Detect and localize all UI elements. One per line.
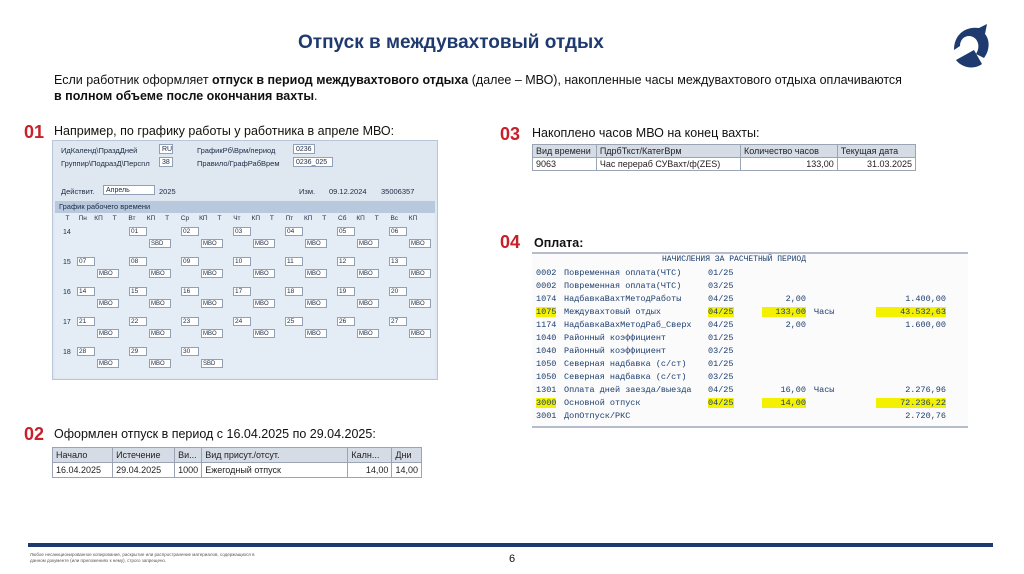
sap-year: 2025 — [159, 187, 176, 196]
day-header: Ср — [180, 215, 190, 222]
day-cell[interactable]: 03 — [233, 227, 251, 236]
day-type-cell[interactable]: MBO — [97, 329, 119, 338]
section-label-04: Оплата: — [534, 236, 584, 250]
payroll-row[interactable] — [536, 398, 966, 409]
day-header: Т — [165, 215, 170, 222]
payroll-sum: 1.600,00 — [905, 320, 946, 330]
page-title: Отпуск в междувахтовый отдых — [298, 32, 604, 53]
company-logo-icon — [946, 20, 996, 74]
payroll-period: 03/25 — [708, 346, 734, 356]
column-header[interactable]: Вид присут./отсут. — [202, 448, 348, 463]
sap-changed-id: 35006357 — [381, 187, 415, 196]
day-cell[interactable]: 25 — [285, 317, 303, 326]
sap-field-label: Правило/ГрафРабВрем — [197, 159, 280, 168]
payroll-period: 01/25 — [708, 359, 734, 369]
day-type-cell[interactable]: SBD — [201, 359, 223, 368]
payroll-period: 01/25 — [708, 333, 734, 343]
cell-category: Час перераб СУВахт/ф(ZES) — [596, 158, 740, 171]
payroll-row[interactable] — [536, 411, 966, 422]
footer-disclaimer: Любое несанкционированное копирование, раскрытие или распространение материалов, содержащихся в данном документе (или приложениях к нему), строго запрещено. — [30, 552, 255, 563]
payroll-code: 1301 — [536, 385, 557, 395]
day-cell[interactable]: 22 — [129, 317, 147, 326]
day-type-cell[interactable]: MBO — [409, 239, 431, 248]
section-number-04: 04 — [500, 232, 521, 252]
day-header: КП — [94, 215, 103, 222]
column-header[interactable]: Истечение — [113, 448, 175, 463]
section-number-01: 01 — [24, 122, 45, 142]
payroll-qty: 16,00 — [780, 385, 806, 395]
day-cell[interactable]: 12 — [337, 257, 355, 266]
day-type-cell[interactable]: MBO — [201, 329, 223, 338]
day-type-cell[interactable]: MBO — [149, 329, 171, 338]
day-cell[interactable]: 23 — [181, 317, 199, 326]
payroll-unit: Часы — [814, 307, 835, 317]
payroll-name: ДопОтпуск/РКС — [564, 411, 631, 421]
day-cell[interactable]: 01 — [129, 227, 147, 236]
sap-field-value[interactable]: 38 — [159, 157, 173, 167]
payroll-row[interactable] — [536, 385, 966, 396]
day-cell[interactable]: 18 — [285, 287, 303, 296]
day-cell[interactable]: 26 — [337, 317, 355, 326]
column-header[interactable]: Ви... — [175, 448, 202, 463]
payroll-period: 04/25 — [708, 385, 734, 395]
sap-field-value[interactable]: RU — [159, 144, 173, 154]
schedule-grid — [55, 213, 435, 378]
section-label-02: Оформлен отпуск в период с 16.04.2025 по 29.04.2025: — [54, 427, 376, 441]
cell-days: 14,00 — [392, 463, 422, 478]
payroll-code: 1050 — [536, 372, 557, 382]
day-header: КП — [356, 215, 365, 222]
payroll-code: 3001 — [536, 411, 557, 421]
day-cell[interactable]: 08 — [129, 257, 147, 266]
payroll-qty: 2,00 — [785, 320, 806, 330]
day-header: Чт — [233, 215, 241, 222]
payroll-row[interactable] — [536, 281, 966, 292]
section-label-03: Накоплено часов МВО на конец вахты: — [532, 126, 760, 140]
day-cell[interactable]: 30 — [181, 347, 199, 356]
day-type-cell[interactable]: MBO — [409, 299, 431, 308]
day-type-cell[interactable]: MBO — [97, 359, 119, 368]
payroll-name: Повременная оплата(ЧТС) — [564, 268, 682, 278]
day-type-cell[interactable]: MBO — [357, 269, 379, 278]
payroll-period: 04/25 — [708, 307, 734, 317]
day-type-cell[interactable]: MBO — [357, 329, 379, 338]
payroll-row[interactable] — [536, 294, 966, 305]
day-cell[interactable]: 09 — [181, 257, 199, 266]
sap-field-value[interactable]: 0236 — [293, 144, 315, 154]
column-header[interactable]: Количество часов — [740, 145, 837, 158]
payroll-row[interactable] — [536, 359, 966, 370]
day-type-cell[interactable]: MBO — [409, 269, 431, 278]
day-type-cell[interactable]: MBO — [253, 329, 275, 338]
payroll-name: Оплата дней заезда/выезда — [564, 385, 692, 395]
payroll-sum: 2.276,96 — [905, 385, 946, 395]
column-header[interactable]: ПдрбТкст/КатегВрм — [596, 145, 740, 158]
payroll-code: 1074 — [536, 294, 557, 304]
column-header[interactable]: Вид времени — [533, 145, 597, 158]
cell-type-name: Ежегодный отпуск — [202, 463, 348, 478]
sap-field-label: Группир\ПодразД\Персnл — [61, 159, 150, 168]
day-header: Сб — [338, 215, 347, 222]
payroll-sum: 2.720,76 — [905, 411, 946, 421]
day-header: Пн — [78, 215, 87, 222]
payroll-name: Междувахтовый отдых — [564, 307, 661, 317]
day-header: Пт — [285, 215, 294, 222]
payroll-period: 04/25 — [708, 398, 734, 408]
payroll-row[interactable] — [536, 320, 966, 331]
section-number-03: 03 — [500, 124, 521, 144]
day-header: Т — [217, 215, 222, 222]
sap-field-label: ИдКаленд\ПраздДней — [61, 146, 138, 155]
payroll-code: 1040 — [536, 346, 557, 356]
cell-hours: 133,00 — [740, 158, 837, 171]
day-header: КП — [199, 215, 208, 222]
payroll-name: Повременная оплата(ЧТС) — [564, 281, 682, 291]
day-type-cell[interactable]: MBO — [305, 299, 327, 308]
day-type-cell[interactable]: SBD — [149, 239, 171, 248]
day-type-cell[interactable]: MBO — [201, 269, 223, 278]
day-cell[interactable]: 15 — [129, 287, 147, 296]
payroll-qty: 133,00 — [762, 307, 806, 317]
sap-month-field[interactable]: Апрель — [103, 185, 155, 195]
day-cell[interactable]: 17 — [233, 287, 251, 296]
day-type-cell[interactable]: MBO — [97, 299, 119, 308]
section-label-01: Например, по графику работы у работника в апреле МВО: — [54, 124, 395, 138]
payroll-code: 1040 — [536, 333, 557, 343]
day-cell[interactable]: 06 — [389, 227, 407, 236]
sap-field-label: Действит. — [61, 187, 95, 196]
payroll-code: 0002 — [536, 268, 557, 278]
day-cell[interactable]: 20 — [389, 287, 407, 296]
payroll-qty: 2,00 — [785, 294, 806, 304]
payroll-period: 04/25 — [708, 294, 734, 304]
payroll-row[interactable] — [536, 346, 966, 357]
day-header: КП — [408, 215, 418, 222]
day-cell[interactable]: 21 — [77, 317, 95, 326]
sap-field-label: Изм. — [299, 187, 316, 196]
payroll-period: 01/25 — [708, 268, 734, 278]
day-header: Вс — [390, 215, 399, 222]
week-number: 14 — [63, 229, 71, 236]
day-type-cell[interactable]: MBO — [357, 299, 379, 308]
week-number: 15 — [63, 259, 71, 266]
day-header: Т — [269, 215, 274, 222]
day-cell[interactable]: 07 — [77, 257, 95, 266]
table-row[interactable] — [53, 463, 422, 478]
day-header: КП — [251, 215, 261, 222]
column-header[interactable]: Дни — [392, 448, 422, 463]
payroll-code: 1174 — [536, 320, 557, 330]
page-number: 6 — [509, 553, 516, 565]
column-header[interactable]: Текущая дата — [837, 145, 915, 158]
payroll-code: 0002 — [536, 281, 557, 291]
day-type-cell[interactable]: MBO — [149, 359, 171, 368]
table-row[interactable] — [533, 158, 916, 171]
day-type-cell[interactable]: MBO — [201, 299, 223, 308]
payroll-sum: 1.400,00 — [905, 294, 946, 304]
day-cell[interactable]: 04 — [285, 227, 303, 236]
section-number-02: 02 — [24, 424, 45, 444]
day-type-cell[interactable]: MBO — [201, 239, 223, 248]
payroll-unit: Часы — [814, 385, 835, 395]
day-type-cell[interactable]: MBO — [253, 239, 275, 248]
payroll-code: 1075 — [536, 307, 557, 317]
payroll-name: НадбавкаВахтМетодРаботы — [564, 294, 682, 304]
cell-cal-days: 14,00 — [348, 463, 392, 478]
day-type-cell[interactable]: MBO — [97, 269, 119, 278]
footer-divider — [28, 543, 993, 547]
day-type-cell[interactable]: MBO — [305, 329, 327, 338]
absence-table — [52, 447, 422, 478]
cell-end: 29.04.2025 — [113, 463, 175, 478]
payroll-code: 1050 — [536, 359, 557, 369]
week-number: 17 — [63, 319, 71, 326]
payroll-period: 04/25 — [708, 320, 734, 330]
payroll-name: Северная надбавка (с/ст) — [564, 359, 687, 369]
payroll-row[interactable] — [536, 307, 966, 318]
day-type-cell[interactable]: MBO — [149, 269, 171, 278]
day-header: Т — [112, 215, 117, 222]
payroll-row[interactable] — [536, 333, 966, 344]
week-number: 16 — [63, 289, 71, 296]
day-cell[interactable]: 24 — [233, 317, 251, 326]
cell-type: 1000 — [175, 463, 202, 478]
payroll-name: Северная надбавка (с/ст) — [564, 372, 687, 382]
sap-field-label: ГрафикРб\Врм/период — [197, 146, 276, 155]
sap-changed-date: 09.12.2024 — [329, 187, 367, 196]
day-header: КП — [303, 215, 313, 222]
sap-calendar-screen — [52, 140, 438, 380]
payroll-period: 03/25 — [708, 372, 734, 382]
payroll-results — [532, 252, 968, 428]
payroll-name: Районный коэффициент — [564, 346, 667, 356]
cell-date: 31.03.2025 — [837, 158, 915, 171]
day-cell[interactable]: 13 — [389, 257, 407, 266]
day-type-cell[interactable]: MBO — [253, 269, 275, 278]
payroll-name: Основной отпуск — [564, 398, 641, 408]
day-cell[interactable]: 29 — [129, 347, 147, 356]
payroll-period: 03/25 — [708, 281, 734, 291]
intro-text: Если работник оформляет отпуск в период междувахтового отдыха (далее – МВО), накопленные часы междувахтового отдыха оплачиваются в полном объеме после окончания вахты. — [54, 73, 902, 103]
day-type-cell[interactable]: MBO — [149, 299, 171, 308]
day-type-cell[interactable]: MBO — [305, 239, 327, 248]
day-type-cell[interactable]: MBO — [253, 299, 275, 308]
sap-field-value[interactable]: 0236_025 — [293, 157, 333, 167]
cell-time-type: 9063 — [533, 158, 597, 171]
payroll-sum: 43.532,63 — [876, 307, 946, 317]
day-header: Т — [322, 215, 327, 222]
day-cell[interactable]: 02 — [181, 227, 199, 236]
day-cell[interactable]: 27 — [389, 317, 407, 326]
day-header: Т — [65, 215, 70, 222]
day-cell[interactable]: 05 — [337, 227, 355, 236]
day-header: Т — [374, 215, 379, 222]
payroll-code: 3000 — [536, 398, 557, 408]
payroll-name: Районный коэффициент — [564, 333, 667, 343]
schedule-grid-title: График рабочего времени — [55, 201, 435, 213]
column-header[interactable]: Калн... — [348, 448, 392, 463]
week-number: 18 — [63, 349, 71, 356]
payroll-header: НАЧИСЛЕНИЯ ЗА РАСЧЕТНЫЙ ПЕРИОД — [662, 255, 807, 264]
day-cell[interactable]: 16 — [181, 287, 199, 296]
payroll-qty: 14,00 — [762, 398, 806, 408]
payroll-sum: 72.236,22 — [876, 398, 946, 408]
payroll-name: НадбавкаВахМетодРаб_Сверх — [564, 320, 692, 330]
day-cell[interactable]: 11 — [285, 257, 303, 266]
payroll-row[interactable] — [536, 372, 966, 383]
payroll-row[interactable] — [536, 268, 966, 279]
day-cell[interactable]: 19 — [337, 287, 355, 296]
day-cell[interactable]: 14 — [77, 287, 95, 296]
hours-balance-table — [532, 144, 916, 171]
day-type-cell[interactable]: MBO — [409, 329, 431, 338]
day-header: КП — [146, 215, 156, 222]
day-header: Вт — [128, 215, 136, 222]
day-type-cell[interactable]: MBO — [357, 239, 379, 248]
column-header[interactable]: Начало — [53, 448, 113, 463]
day-type-cell[interactable]: MBO — [305, 269, 327, 278]
day-cell[interactable]: 10 — [233, 257, 251, 266]
day-cell[interactable]: 28 — [77, 347, 95, 356]
cell-start: 16.04.2025 — [53, 463, 113, 478]
